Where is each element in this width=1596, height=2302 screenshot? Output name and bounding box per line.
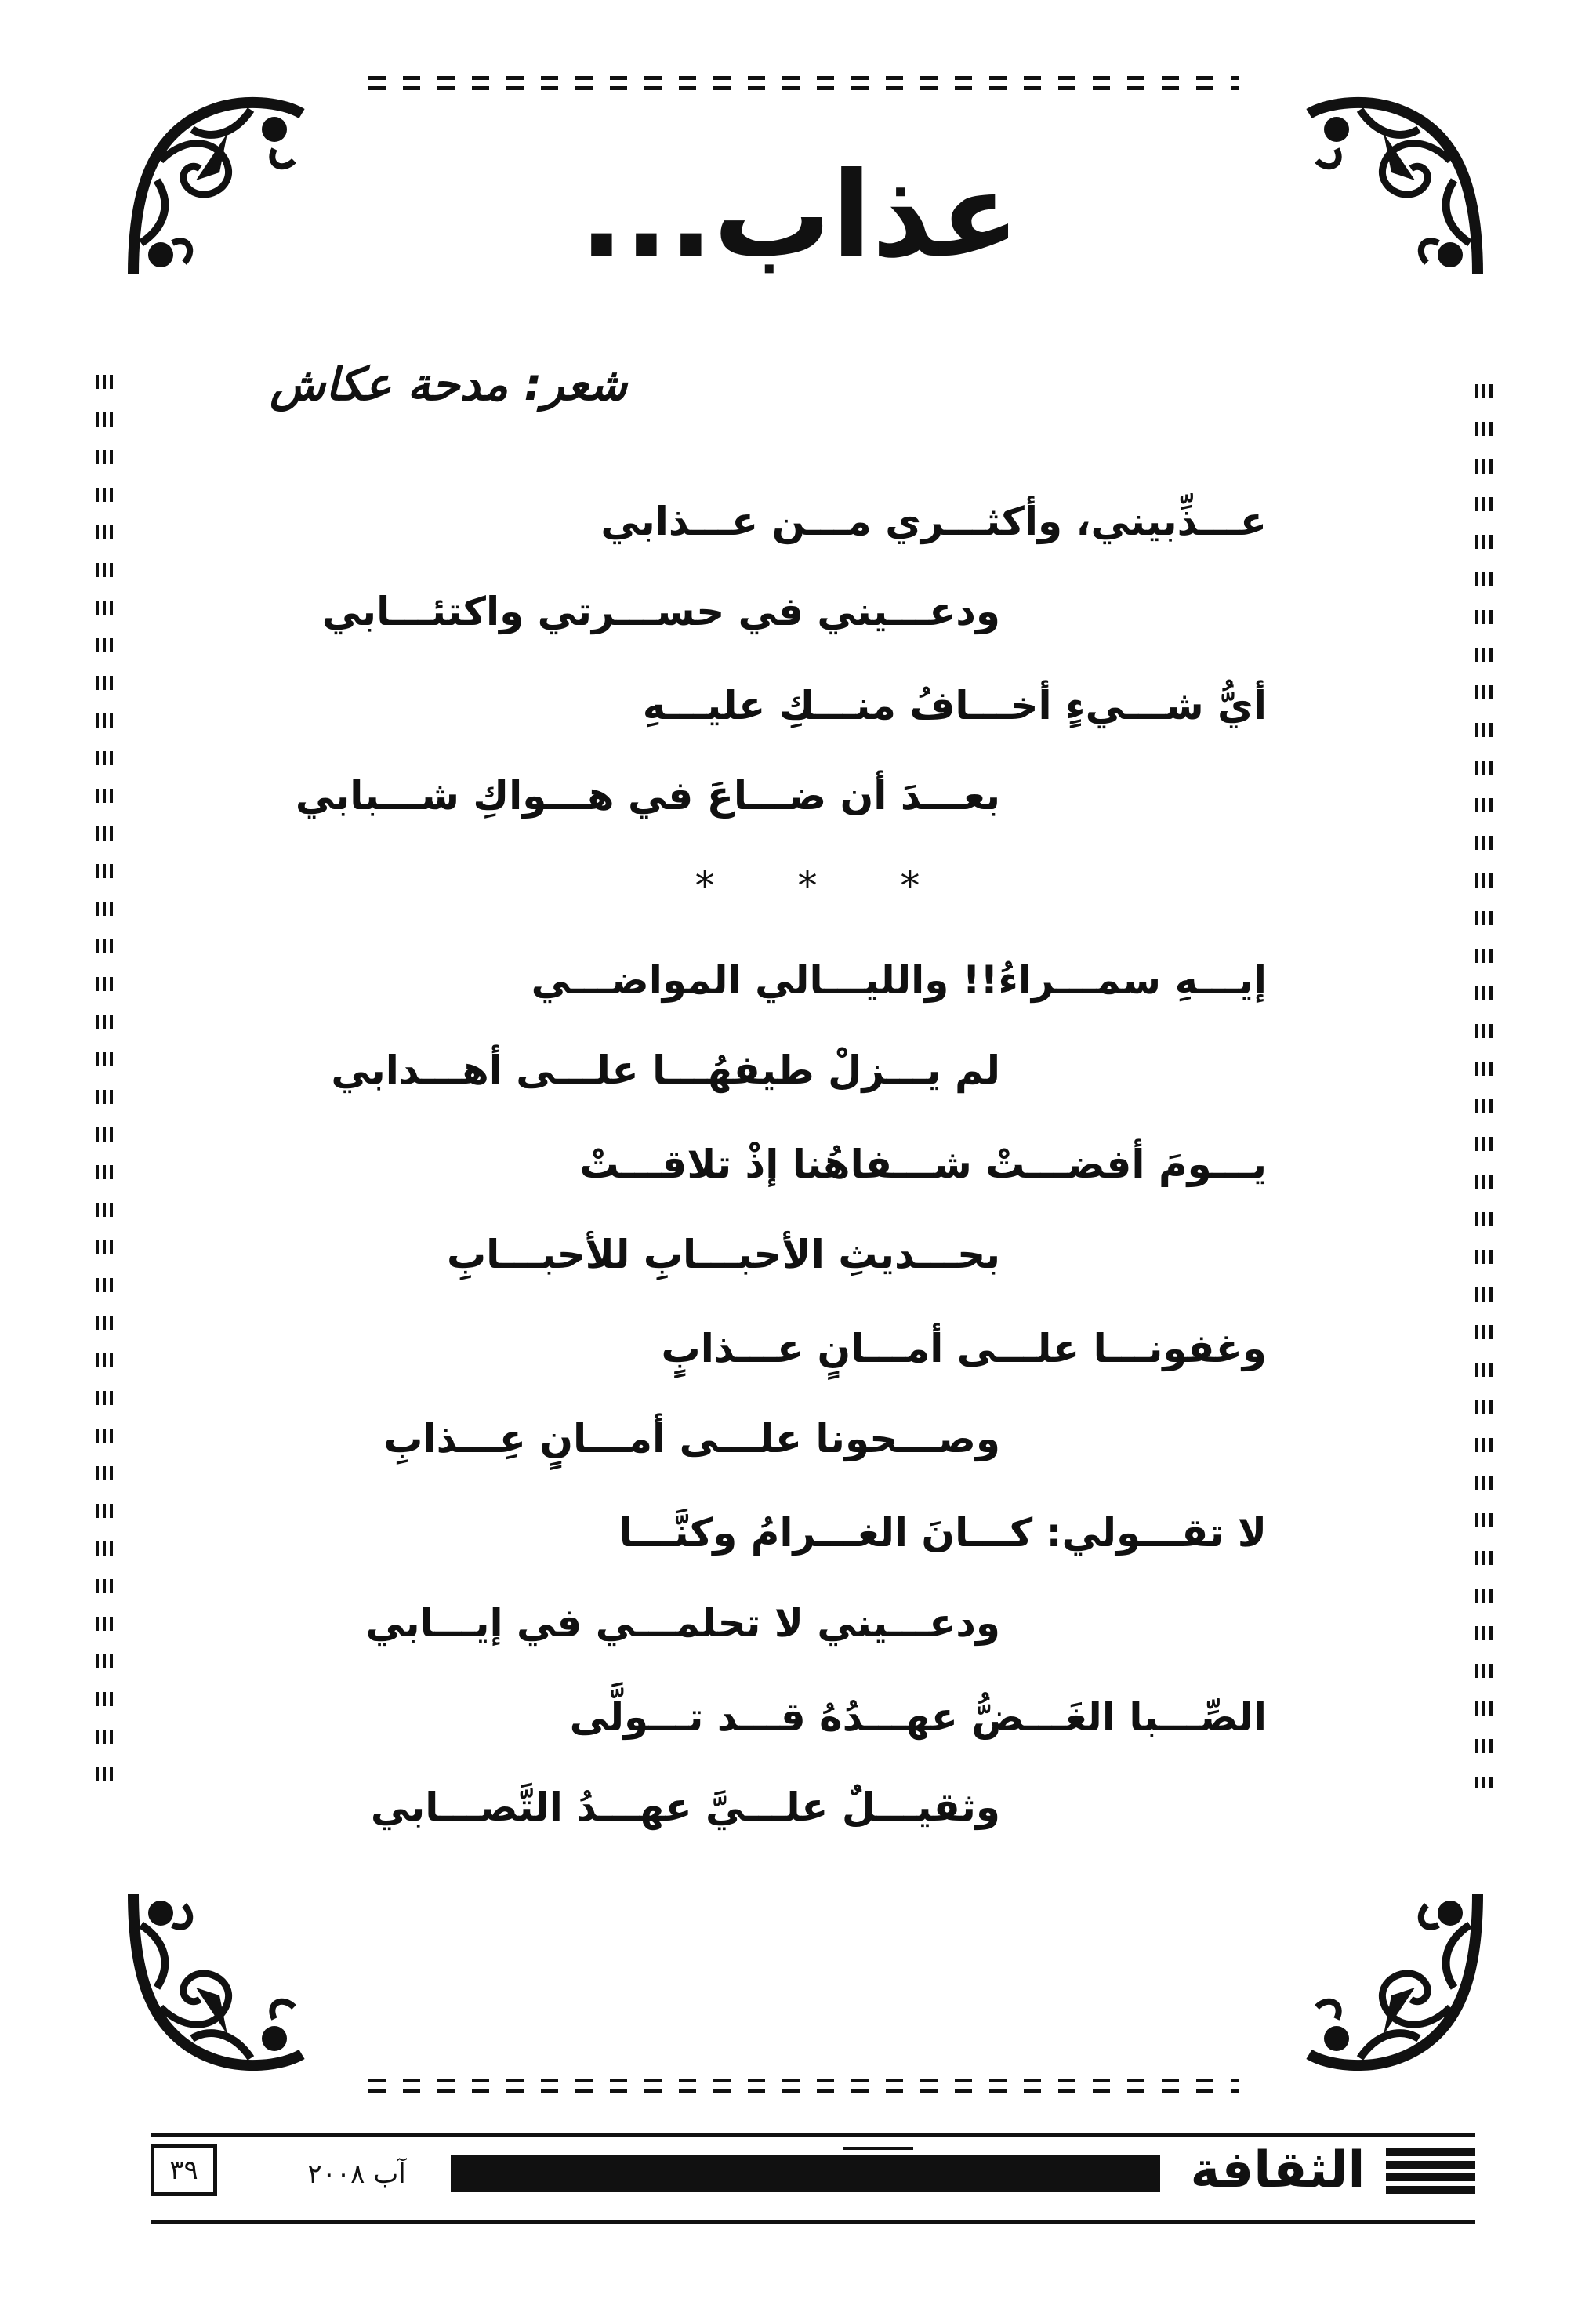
poem-title: عذاب... — [579, 147, 1021, 284]
footer-black-bar — [451, 2155, 1160, 2192]
bottom-dashed-rule — [368, 2076, 1239, 2097]
poem-author: شعر: مدحة عكاش — [270, 358, 627, 411]
corner-ornament-icon — [1297, 1886, 1493, 2082]
magazine-logo-stripes — [1386, 2148, 1475, 2199]
right-side-border — [1475, 384, 1493, 1788]
verse-line: ودعـــيني لا تحلمـــي في إيـــابي — [365, 1600, 1000, 1646]
verse-line: بعـــدَ أن ضـــاعَ في هـــواكِ شـــبابي — [295, 773, 1000, 819]
verse-line: إيـــهِ سمـــراءُ!! والليـــالي المواضـــي — [531, 957, 1267, 1003]
magazine-logo: الثقافة — [1190, 2141, 1366, 2199]
issue-date: آب ٢٠٠٨ — [307, 2159, 406, 2190]
top-dashed-rule — [368, 74, 1239, 94]
verse-line: وثقيـــلٌ علـــيَّ عهـــدُ التَّصـــابي — [370, 1785, 1000, 1830]
left-side-border — [96, 375, 113, 1786]
verse-line: لم يـــزلْ طيفهُـــا علـــى أهـــدابي — [331, 1048, 1000, 1093]
footer-rule — [151, 2220, 1475, 2224]
stanza-separator: * * * — [695, 863, 920, 909]
verse-line: ودعـــيني في حســـرتي واكتئـــابي — [321, 589, 1000, 634]
verse-line: عـــذِّبيني، وأكثـــري مـــن عـــذابي — [600, 499, 1267, 544]
verse-line: الصِّـــبا الغَـــضُّ عهـــدُهُ قـــد تـــولَّى — [569, 1694, 1267, 1740]
corner-ornament-icon — [118, 1886, 314, 2082]
verse-line: بحـــديثِ الأحبـــابِ للأحبـــابِ — [446, 1232, 1000, 1277]
corner-ornament-icon — [118, 86, 314, 282]
page-number: ٣٩ — [151, 2144, 217, 2196]
verse-line: وصـــحونا علـــى أمـــانٍ عِـــذابِ — [383, 1416, 1000, 1461]
verse-line: لا تقـــولي: كـــانَ الغـــرامُ وكنَّـــا — [618, 1510, 1267, 1556]
verse-line: وغفونـــا علـــى أمـــانٍ عـــذابٍ — [661, 1326, 1267, 1371]
corner-ornament-icon — [1297, 86, 1493, 282]
verse-line: أيُّ شـــيءٍ أخـــافُ منـــكِ عليـــهِ — [642, 683, 1267, 728]
verse-line: يـــومَ أفضـــتْ شـــفاهُنا إذْ تلاقـــتْ — [579, 1142, 1267, 1187]
